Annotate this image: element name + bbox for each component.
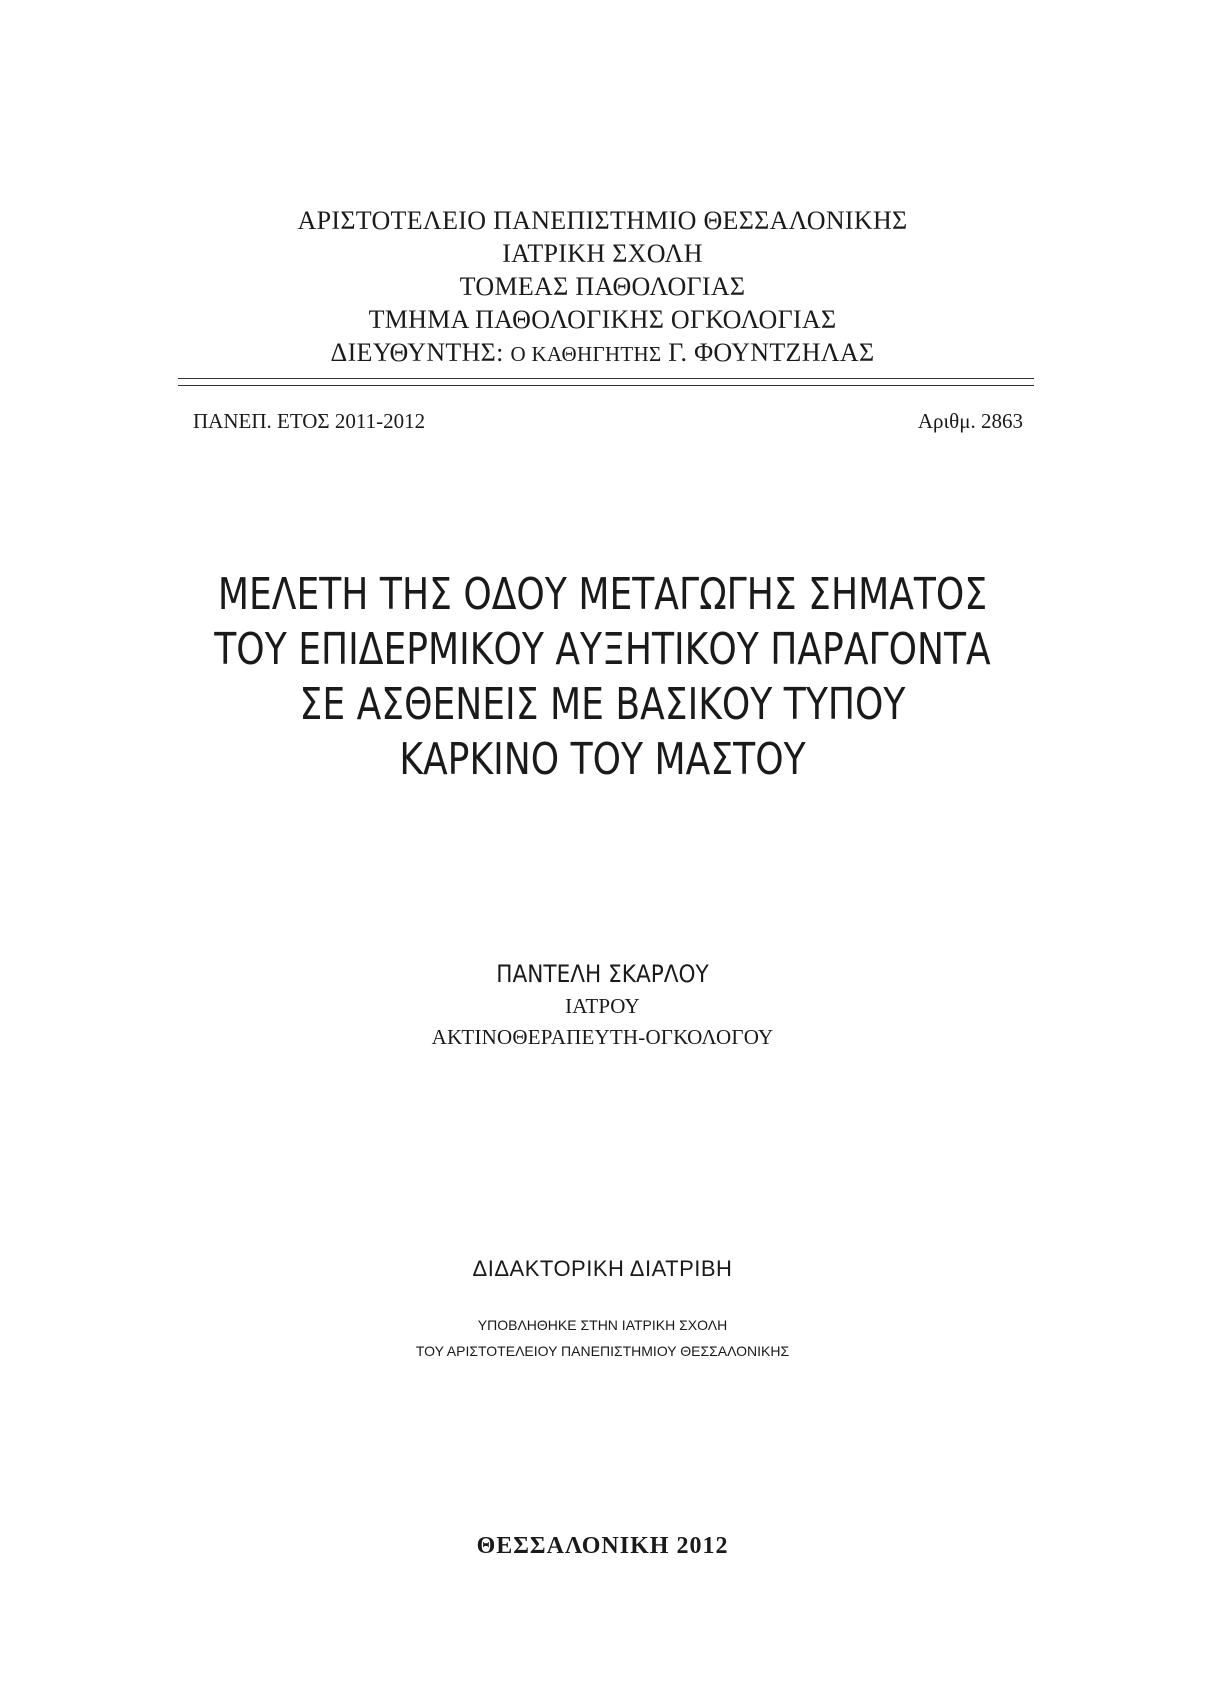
thesis-number: Αριθμ. 2863 xyxy=(917,409,1023,433)
department-name: ΤΜΗΜΑ ΠΑΘΟΛΟΓΙΚΗΣ ΟΓΚΟΛΟΓΙΑΣ xyxy=(368,305,837,334)
title-line: ΣΕ ΑΣΘΕΝΕΙΣ ΜΕ ΒΑΣΙΚΟΥ ΤΥΠΟΥ xyxy=(299,679,906,730)
header-rule-top xyxy=(178,378,1034,379)
header-rule-bottom xyxy=(178,385,1034,386)
thesis-type: ΔΙΔΑΚΤΟΡΙΚΗ ΔΙΑΤΡΙΒΗ xyxy=(472,1256,733,1281)
author-role: ΙΑΤΡΟΥ xyxy=(565,994,640,1018)
thesis-title xyxy=(0,567,1205,787)
title-line: ΤΟΥ ΕΠΙΔΕΡΜΙΚΟΥ ΑΥΞΗΤΙΚΟΥ ΠΑΡΑΓΟΝΤΑ xyxy=(214,624,991,675)
director-label: ΔΙΕΥΘΥΝΤΗΣ: xyxy=(330,338,504,367)
title-line: ΜΕΛΕΤΗ ΤΗΣ ΟΔΟΥ ΜΕΤΑΓΩΓΗΣ ΣΗΜΑΤΟΣ xyxy=(217,569,988,620)
director-line xyxy=(0,336,1205,371)
institution-header xyxy=(0,204,1205,371)
director-name: Γ. ΦΟΥΝΤΖΗΛΑΣ xyxy=(668,338,875,367)
place-and-year: ΘΕΣΣΑΛΟΝΙΚΗ 2012 xyxy=(476,1533,729,1559)
author-block xyxy=(0,957,1205,1053)
academic-year: ΠΑΝΕΠ. ΕΤΟΣ 2011-2012 xyxy=(193,409,426,433)
university-name: ΑΡΙΣΤΟΤΕΛΕΙΟ ΠΑΝΕΠΙΣΤΗΜΙΟ ΘΕΣΣΑΛΟΝΙΚΗΣ xyxy=(297,206,908,235)
submission-note xyxy=(0,1312,1205,1364)
sector-name: ΤΟΜΕΑΣ ΠΑΘΟΛΟΓΙΑΣ xyxy=(459,272,746,301)
title-line: ΚΑΡΚΙΝΟ ΤΟΥ ΜΑΣΤΟΥ xyxy=(399,734,806,785)
director-title: Ο ΚΑΘΗΓΗΤΗΣ xyxy=(510,342,662,366)
author-specialty: ΑΚΤΙΝΟΘΕΡΑΠΕΥΤΗ-ΟΓΚΟΛΟΓΟΥ xyxy=(431,1025,774,1049)
submission-line-1: ΥΠΟΒΛΗΘΗΚΕ ΣΤΗΝ ΙΑΤΡΙΚΗ ΣΧΟΛΗ xyxy=(477,1317,728,1333)
submission-line-2: ΤΟΥ ΑΡΙΣΤΟΤΕΛΕΙΟΥ ΠΑΝΕΠΙΣΤΗΜΙΟΥ ΘΕΣΣΑΛΟΝΙΚΗΣ xyxy=(415,1343,790,1359)
author-name: ΠΑΝΤΕΛΗ ΣΚΑΡΛΟΥ xyxy=(496,960,709,988)
school-name: ΙΑΤΡΙΚΗ ΣΧΟΛΗ xyxy=(502,239,703,268)
